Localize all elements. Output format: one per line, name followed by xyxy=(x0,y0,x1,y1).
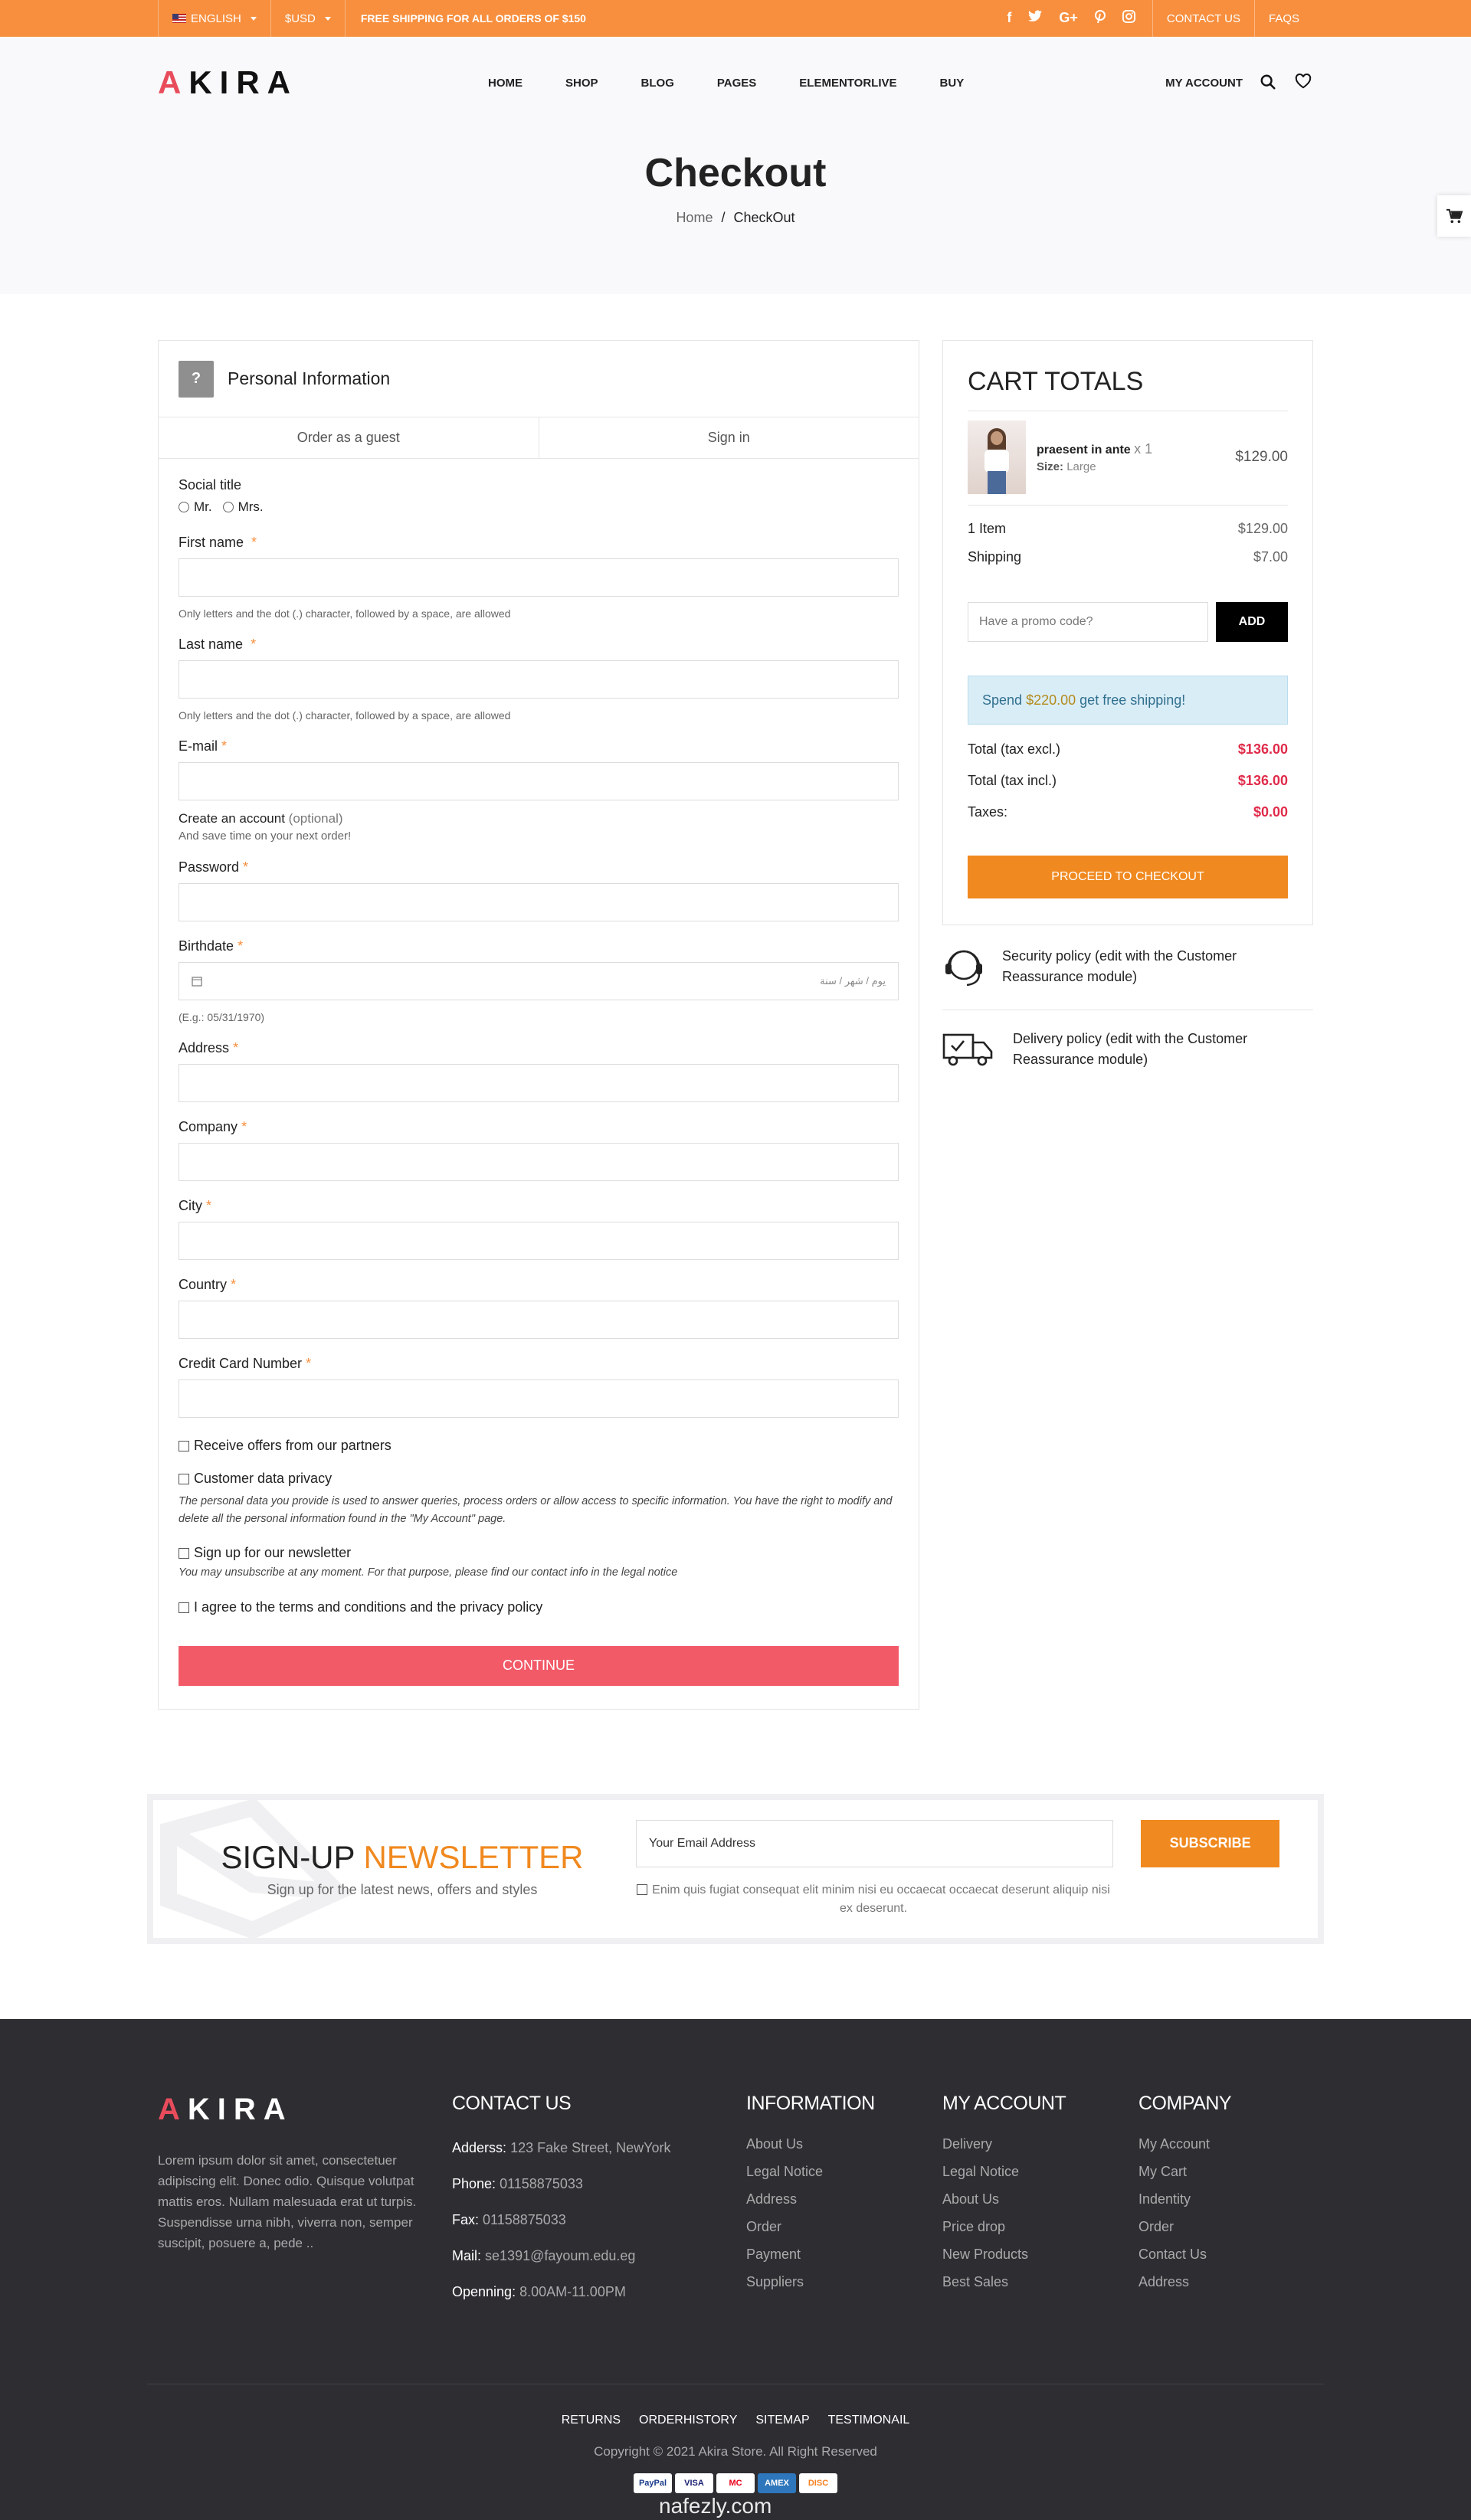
last-name-label: Last name * xyxy=(179,637,257,652)
page-title: Checkout xyxy=(644,151,827,195)
footer-link[interactable]: Price drop xyxy=(942,2218,1006,2234)
footer-orderhistory-link[interactable]: ORDERHISTORY xyxy=(639,2413,738,2427)
offers-checkbox[interactable]: Receive offers from our partners xyxy=(179,1438,899,1454)
city-input[interactable] xyxy=(179,1222,899,1260)
nav-buy[interactable]: BUY xyxy=(939,76,965,90)
country-label: Country * xyxy=(179,1277,237,1292)
delivery-policy xyxy=(942,1010,1313,1090)
floating-cart-button[interactable] xyxy=(1437,195,1471,237)
nav-shop[interactable]: SHOP xyxy=(565,76,598,90)
nav-pages[interactable]: PAGES xyxy=(716,76,757,90)
watermark: nafezly.com xyxy=(659,2493,772,2518)
footer-link[interactable]: Legal Notice xyxy=(942,2163,1020,2179)
cart-totals xyxy=(942,340,1313,925)
paypal-icon: PayPal xyxy=(634,2473,672,2493)
email-input[interactable] xyxy=(179,762,899,800)
breadcrumb xyxy=(158,210,1313,226)
footer-link[interactable]: Indentity xyxy=(1138,2191,1191,2207)
footer-link[interactable]: Address xyxy=(746,2191,798,2207)
footer-link[interactable]: Order xyxy=(746,2218,782,2234)
promo-code-input[interactable]: Have a promo code? xyxy=(968,602,1208,642)
discover-icon: DISC xyxy=(799,2473,837,2493)
credit-card-input[interactable] xyxy=(179,1379,899,1418)
footer-link[interactable]: Delivery xyxy=(942,2135,993,2152)
items-summary: 1 Item $129.00 xyxy=(968,521,1288,536)
country-input[interactable] xyxy=(179,1301,899,1339)
payment-icons xyxy=(0,2473,1471,2493)
amex-icon: AMEX xyxy=(758,2473,796,2493)
footer-sitemap-link[interactable]: SITEMAP xyxy=(755,2413,810,2427)
instagram-icon[interactable] xyxy=(1122,10,1135,28)
google-plus-icon[interactable]: G+ xyxy=(1059,9,1078,25)
us-flag-icon xyxy=(172,14,186,23)
security-policy xyxy=(942,925,1313,1010)
breadcrumb-current: CheckOut xyxy=(733,210,795,225)
nav-elementorlive[interactable]: ELEMENTORLIVE xyxy=(799,76,897,90)
footer-link[interactable]: My Account xyxy=(1138,2135,1211,2152)
create-account-hint: And save time on your next order! xyxy=(179,830,352,843)
logo-rest: KIRA xyxy=(188,64,299,100)
privacy-checkbox-group xyxy=(179,1471,899,1528)
footer-returns-link[interactable]: RETURNS xyxy=(561,2413,621,2427)
checkout-tabs xyxy=(159,417,919,459)
newsletter-description: You may unsubscribe at any moment. For that purpose, please find our contact info in the legal notice xyxy=(179,1566,678,1579)
credit-card-label: Credit Card Number * xyxy=(179,1356,312,1371)
footer-opening: Openning: 8.00AM-11.00PM xyxy=(452,2283,626,2299)
proceed-to-checkout-button[interactable]: PROCEED TO CHECKOUT xyxy=(968,856,1288,898)
footer-fax: Fax: 01158875033 xyxy=(452,2211,566,2227)
chevron-down-icon xyxy=(325,17,331,21)
footer-company-links xyxy=(1138,2130,1313,2296)
email-label: E-mail * xyxy=(179,738,228,754)
cart-icon xyxy=(1446,208,1463,224)
footer-address: Adderss: 123 Fake Street, NewYork xyxy=(452,2139,671,2155)
footer-contact-list xyxy=(452,2130,746,2310)
footer-contact-title: CONTACT US xyxy=(452,2092,572,2114)
add-promo-button[interactable]: ADD xyxy=(1216,602,1288,642)
newsletter-section xyxy=(147,1794,1324,1944)
headset-icon xyxy=(942,944,985,990)
logo-first-letter: A xyxy=(158,64,189,100)
footer-information-title: INFORMATION xyxy=(746,2092,875,2114)
main-nav xyxy=(488,77,964,90)
pinterest-icon[interactable] xyxy=(1095,10,1106,28)
currency-label: $USD xyxy=(284,11,316,25)
footer-link[interactable]: Contact Us xyxy=(1138,2246,1207,2262)
newsletter-checkbox-group xyxy=(179,1545,899,1582)
newsletter-subtitle: Sign up for the latest news, offers and styles xyxy=(267,1882,538,1898)
footer-account-links xyxy=(942,2130,1138,2296)
currency-selector[interactable] xyxy=(270,0,345,37)
footer-link[interactable]: Best Sales xyxy=(942,2273,1009,2289)
facebook-icon[interactable]: f xyxy=(1007,9,1012,25)
footer-link[interactable]: My Cart xyxy=(1138,2163,1187,2179)
top-bar xyxy=(0,0,1471,37)
birthdate-hint: (E.g.: 05/31/1970) xyxy=(179,1011,265,1023)
step-icon: ? xyxy=(179,361,214,398)
footer-bottom-links xyxy=(0,2414,1471,2427)
radio-mr[interactable]: Mr. xyxy=(179,499,212,515)
site-logo[interactable] xyxy=(158,64,298,101)
free-shipping-alert: Spend $220.00 get free shipping! xyxy=(968,676,1288,725)
breadcrumb-separator: / xyxy=(721,210,726,225)
footer-testimonial-link[interactable]: TESTIMONAIL xyxy=(827,2413,910,2427)
twitter-icon[interactable] xyxy=(1028,10,1042,28)
promo-form xyxy=(968,602,1288,642)
birthdate-input[interactable] xyxy=(179,962,899,1000)
company-input[interactable] xyxy=(179,1143,899,1181)
shipping-summary: Shipping $7.00 xyxy=(968,549,1288,565)
taxes: Taxes: $0.00 xyxy=(968,804,1288,820)
first-name-label: First name * xyxy=(179,535,257,550)
copyright: Copyright © 2021 Akira Store. All Right Reserved xyxy=(594,2443,877,2459)
nav-blog[interactable]: BLOG xyxy=(640,76,674,90)
address-label: Address * xyxy=(179,1040,239,1055)
footer-link[interactable]: Payment xyxy=(746,2246,801,2262)
footer-link[interactable]: Suppliers xyxy=(746,2273,804,2289)
newsletter-checkbox[interactable]: Sign up for our newsletter xyxy=(179,1545,899,1561)
footer-company-title: COMPANY xyxy=(1138,2092,1232,2114)
product-price: $129.00 xyxy=(1235,449,1288,465)
privacy-checkbox[interactable]: Customer data privacy xyxy=(179,1471,899,1487)
faqs-link[interactable]: FAQS xyxy=(1254,0,1313,37)
product-thumbnail[interactable] xyxy=(968,421,1026,494)
security-policy-text: Security policy (edit with the Customer Reassurance module) xyxy=(1002,948,1237,984)
cart-item xyxy=(968,411,1288,506)
footer-link[interactable]: About Us xyxy=(942,2191,1000,2207)
tab-sign-in[interactable]: Sign in xyxy=(539,417,919,458)
privacy-description: The personal data you provide is used to answer queries, process orders or allow access to specific information. You have the right to modify and delete all the personal information found in the "My Account" page. xyxy=(179,1495,893,1526)
footer-link[interactable]: New Products xyxy=(942,2246,1029,2262)
newsletter-email-input[interactable]: Your Email Address xyxy=(636,1820,1113,1867)
newsletter-consent[interactable]: Enim quis fugiat consequat elit minim nisi eu occaecat occaecat deserunt aliquip nisi ex deserunt. xyxy=(636,1881,1111,1918)
birthdate-label: Birthdate * xyxy=(179,938,244,954)
footer-link[interactable]: About Us xyxy=(746,2135,804,2152)
breadcrumb-home[interactable]: Home xyxy=(676,210,713,225)
delivery-truck-icon xyxy=(942,1030,996,1069)
search-icon[interactable] xyxy=(1260,74,1278,92)
first-name-hint: Only letters and the dot (.) character, followed by a space, are allowed xyxy=(179,607,511,620)
first-name-input[interactable] xyxy=(179,558,899,597)
section-title: Personal Information xyxy=(228,368,391,388)
radio-mrs[interactable]: Mrs. xyxy=(223,499,264,515)
contact-us-link[interactable]: CONTACT US xyxy=(1152,0,1254,37)
address-input[interactable] xyxy=(179,1064,899,1102)
footer-about: Lorem ipsum dolor sit amet, consectetuer adipiscing elit. Donec odio. Quisque volutpat mattis eros. Nullam malesuada erat ut turpis. Suspendisse urna nibh, viverra non, semper suscipit, posuere a, pede .. xyxy=(158,2152,417,2251)
language-label: ENGLISH xyxy=(191,11,241,25)
city-label: City * xyxy=(179,1198,212,1213)
personal-information-form xyxy=(158,340,919,1710)
terms-checkbox[interactable]: I agree to the terms and conditions and the privacy policy xyxy=(179,1599,899,1615)
footer-mail: Mail: se1391@fayoum.edu.eg xyxy=(452,2247,636,2263)
footer-logo[interactable]: A KIRA xyxy=(158,2092,293,2126)
visa-icon: VISA xyxy=(675,2473,713,2493)
total-incl: Total (tax incl.) $136.00 xyxy=(968,773,1288,788)
footer-link[interactable]: Legal Notice xyxy=(746,2163,824,2179)
password-input[interactable] xyxy=(179,883,899,921)
birthdate-placeholder: يوم / شهر / سنة xyxy=(820,975,886,987)
shipping-notice: FREE SHIPPING FOR ALL ORDERS OF $150 xyxy=(345,0,586,37)
subscribe-button[interactable]: SUBSCRIBE xyxy=(1141,1820,1279,1867)
last-name-hint: Only letters and the dot (.) character, followed by a space, are allowed xyxy=(179,709,511,722)
my-account-link[interactable]: MY ACCOUNT xyxy=(1165,76,1243,90)
create-account-label: Create an account (optional) xyxy=(179,811,343,826)
footer-information-links xyxy=(746,2130,942,2296)
social-links xyxy=(990,10,1152,28)
nav-home[interactable]: HOME xyxy=(488,76,523,90)
product-size: Size: Large xyxy=(1037,460,1096,473)
heart-icon[interactable] xyxy=(1295,74,1313,92)
site-footer xyxy=(0,2019,1471,2520)
calendar-icon xyxy=(192,976,202,987)
product-qty: x 1 xyxy=(1134,441,1153,457)
page-header xyxy=(0,37,1471,294)
total-excl: Total (tax excl.) $136.00 xyxy=(968,741,1288,757)
newsletter-title: SIGN-UP NEWSLETTER xyxy=(221,1839,584,1876)
mastercard-icon: MC xyxy=(716,2473,755,2493)
password-label: Password * xyxy=(179,859,249,875)
last-name-input[interactable] xyxy=(179,660,899,699)
social-title-label: Social title xyxy=(179,477,242,493)
continue-button[interactable]: CONTINUE xyxy=(179,1646,899,1686)
cart-title: CART TOTALS xyxy=(968,367,1288,411)
chevron-down-icon xyxy=(251,17,257,21)
footer-phone: Phone: 01158875033 xyxy=(452,2175,583,2191)
footer-link[interactable]: Address xyxy=(1138,2273,1190,2289)
language-selector[interactable] xyxy=(158,0,270,37)
tab-order-as-guest[interactable]: Order as a guest xyxy=(296,430,400,445)
delivery-policy-text: Delivery policy (edit with the Customer Reassurance module) xyxy=(1013,1031,1248,1067)
company-label: Company * xyxy=(179,1119,247,1134)
footer-link[interactable]: Order xyxy=(1138,2218,1175,2234)
footer-account-title: MY ACCOUNT xyxy=(942,2092,1066,2114)
product-name[interactable]: praesent in ante xyxy=(1037,443,1131,457)
